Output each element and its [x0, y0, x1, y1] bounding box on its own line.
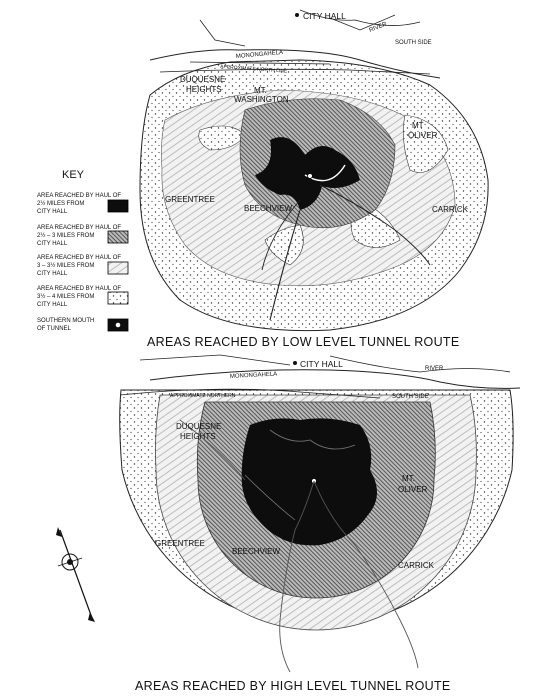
key-swatch-dark-hatch	[108, 231, 128, 243]
key-item-1-line-2: 2½ MILES FROM	[37, 201, 85, 207]
bottom-greentree-label: GREENTREE	[155, 539, 205, 548]
key-item-2-line-1: AREA REACHED BY HAUL OF	[37, 225, 122, 231]
key-item-2	[37, 225, 128, 247]
top-carrick-label: CARRICK	[432, 205, 469, 214]
top-river-label: RIVER	[368, 21, 388, 34]
key-swatch-stipple	[108, 292, 128, 304]
key-item-3-line-1: AREA REACHED BY HAUL OF	[37, 255, 122, 261]
key-item-5	[37, 318, 128, 332]
top-duquesne-label-2: HEIGHTS	[186, 85, 222, 94]
key-item-2-line-2: 2½ – 3 MILES FROM	[37, 233, 95, 239]
top-mt-oliver-label-2: OLIVER	[408, 131, 438, 140]
key-item-5-line-1: SOUTHERN MOUTH	[37, 318, 95, 324]
bottom-city-hall-marker	[293, 361, 297, 365]
bottom-mt-oliver-label-2: OLIVER	[398, 485, 428, 494]
top-caption: AREAS REACHED BY LOW LEVEL TUNNEL ROUTE	[147, 335, 460, 349]
top-mt-oliver-label-1: MT	[412, 121, 424, 130]
bottom-south-side-label: SOUTH SIDE	[392, 394, 429, 400]
top-south-side-label: SOUTH SIDE	[395, 40, 432, 46]
key-swatch-light-hatch	[108, 262, 128, 274]
top-beechview-label: BEECHVIEW	[244, 204, 293, 213]
top-monongahela-label: MONONGAHELA	[235, 49, 284, 60]
key-item-4	[37, 286, 128, 308]
top-city-hall-marker	[295, 13, 299, 17]
bottom-duquesne-label-2: HEIGHTS	[180, 432, 216, 441]
top-tunnel-mouth	[308, 174, 313, 179]
key-item-4-line-2: 3½ – 4 MILES FROM	[37, 294, 95, 300]
key-tunnel-mouth-dot	[116, 323, 121, 328]
key-title: KEY	[62, 169, 85, 181]
bottom-carrick-label: CARRICK	[398, 561, 435, 570]
bottom-monongahela-label: MONONGAHELA	[229, 371, 278, 380]
bottom-map	[120, 355, 520, 693]
key-item-5-line-2: OF TUNNEL	[37, 326, 71, 332]
top-duquesne-label-1: DUQUESNE	[180, 75, 226, 84]
key-swatch-black	[108, 200, 128, 212]
bottom-duquesne-label-1: DUQUESNE	[176, 422, 222, 431]
key-legend	[37, 169, 128, 332]
key-item-4-line-1: AREA REACHED BY HAUL OF	[37, 286, 122, 292]
key-item-3-line-2: 3 – 3½ MILES FROM	[37, 263, 95, 269]
top-mt-washington-label-2: WASHINGTON	[234, 95, 289, 104]
key-item-3	[37, 255, 128, 277]
bottom-caption: AREAS REACHED BY HIGH LEVEL TUNNEL ROUTE	[135, 679, 451, 693]
bottom-approx-north-label: APPROXIMATE NORTHERN	[170, 393, 236, 399]
bottom-river-label: RIVER	[425, 366, 444, 372]
top-city-hall-label: CITY HALL	[303, 11, 346, 21]
bottom-beechview-label: BEECHVIEW	[232, 547, 281, 556]
top-map	[140, 10, 488, 349]
top-greentree-label: GREENTREE	[165, 195, 215, 204]
north-arrow-icon	[56, 527, 95, 622]
key-item-2-line-3: CITY HALL	[37, 241, 68, 247]
bottom-mt-oliver-label-1: MT.	[402, 474, 415, 483]
key-item-1-line-1: AREA REACHED BY HAUL OF	[37, 193, 122, 199]
top-approx-north-line-label: APPROXIMATE NORTH LINE	[219, 64, 288, 75]
key-item-4-line-3: CITY HALL	[37, 302, 68, 308]
key-item-3-line-3: CITY HALL	[37, 271, 68, 277]
top-mt-washington-label-1: MT.	[254, 86, 267, 95]
bottom-river-bank	[150, 370, 520, 389]
key-item-1-line-3: CITY HALL	[37, 209, 68, 215]
bottom-city-hall-label: CITY HALL	[300, 359, 343, 369]
key-item-1	[37, 193, 128, 215]
